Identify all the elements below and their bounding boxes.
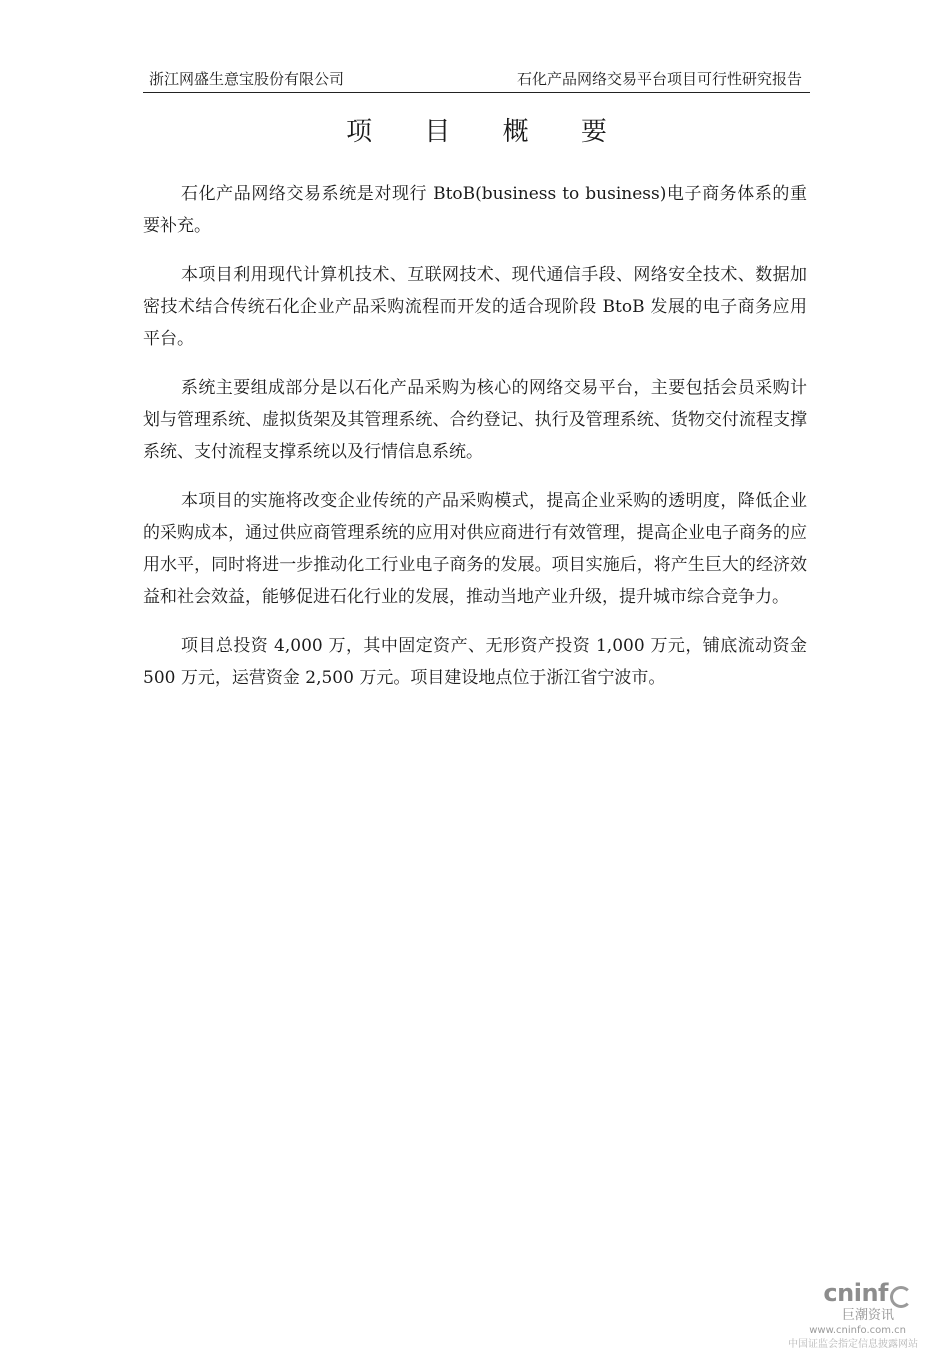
cninfo-subtitle: 中国证监会指定信息披露网站 — [788, 1338, 918, 1350]
paragraph-2: 本项目利用现代计算机技术、互联网技术、现代通信手段、网络安全技术、数据加密技术结合传统石化企业产品采购流程而开发的适合现阶段 BtoB 发展的电子商务应用平台。 — [143, 265, 807, 349]
paragraph-5: 项目总投资 4,000 万，其中固定资产、无形资产投资 1,000 万元，铺底流动资金 500 万元，运营资金 2,500 万元。项目建设地点位于浙江省宁波市。 — [143, 636, 807, 688]
paragraph-1: 石化产品网络交易系统是对现行 BtoB(business to business)电子商务体系的重要补充。 — [143, 184, 807, 236]
header-company: 浙江网盛生意宝股份有限公司 — [149, 70, 345, 88]
cninfo-cn-name: 巨潮资讯 — [841, 1307, 894, 1323]
page-header — [143, 68, 810, 93]
cninfo-watermark — [782, 1279, 918, 1352]
document-title: 项 目 概 要 — [346, 117, 629, 147]
paragraph-3: 系统主要组成部分是以石化产品采购为核心的网络交易平台，主要包括会员采购计划与管理系统、虚拟货架及其管理系统、合约登记、执行及管理系统、货物交付流程支撑系统、支付流程支撑系统以及行情信息系统。 — [143, 378, 807, 462]
header-report-title: 石化产品网络交易平台项目可行性研究报告 — [516, 70, 802, 88]
cninfo-url: www.cninfo.com.cn — [809, 1324, 906, 1336]
cninfo-swirl-icon — [890, 1286, 912, 1308]
document-body — [143, 178, 807, 711]
cninfo-logo: cninf — [823, 1279, 888, 1307]
paragraph-4: 本项目的实施将改变企业传统的产品采购模式，提高企业采购的透明度，降低企业的采购成本，通过供应商管理系统的应用对供应商进行有效管理，提高企业电子商务的应用水平，同时将进一步推动化工行业电子商务的发展。项目实施后，将产生巨大的经济效益和社会效益，能够促进石化行业的发展，推动当地产业升级，提升城市综合竞争力。 — [143, 491, 807, 607]
